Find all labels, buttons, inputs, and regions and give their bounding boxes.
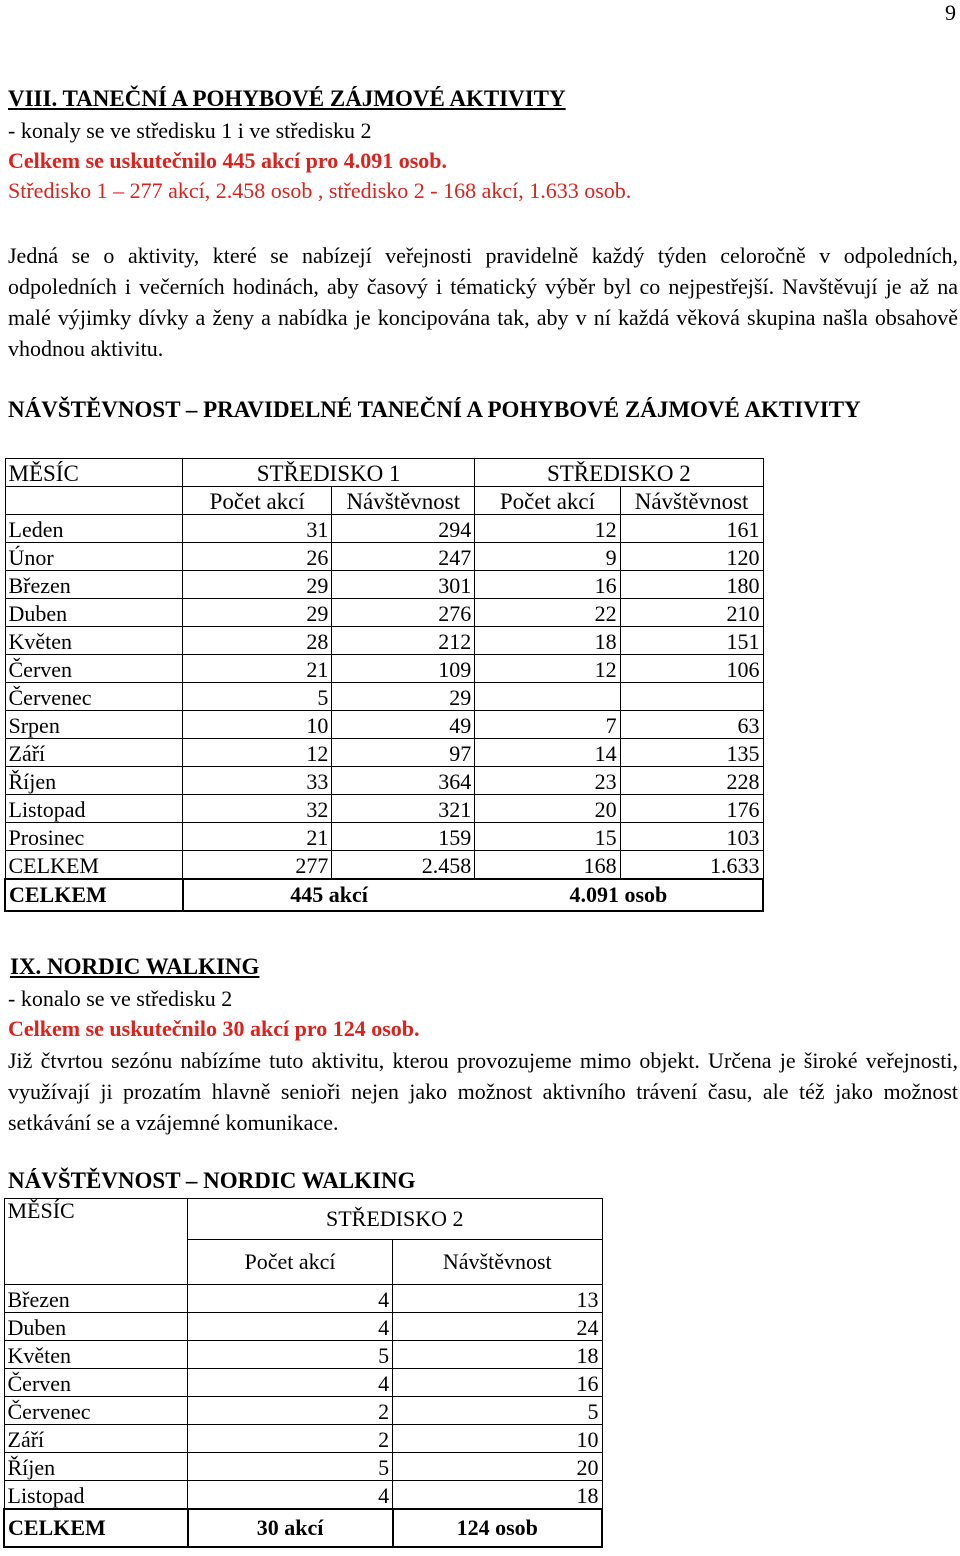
col-s1-events-header: Počet akcí — [183, 487, 332, 515]
table-row — [4, 1453, 602, 1481]
table-row — [4, 1313, 602, 1341]
s1-events-cell: 33 — [183, 767, 332, 795]
s1-events-cell: 10 — [183, 711, 332, 739]
table-row — [5, 683, 763, 711]
total-events: 30 akcí — [188, 1509, 393, 1547]
events-cell: 4 — [188, 1285, 393, 1313]
col-visits-header: Návštěvnost — [393, 1240, 602, 1285]
s1-visits-cell: 294 — [332, 515, 475, 543]
month-cell: Prosinec — [5, 823, 183, 851]
month-cell: Červenec — [5, 683, 183, 711]
s1-visits-cell: 364 — [332, 767, 475, 795]
s2-events-cell: 9 — [475, 543, 620, 571]
visits-cell: 16 — [393, 1369, 602, 1397]
table-row — [5, 767, 763, 795]
section-9-location-line: - konalo se ve středisku 2 — [8, 986, 233, 1011]
s1-events-cell: 21 — [183, 655, 332, 683]
s2-visits-cell: 135 — [620, 739, 763, 767]
page-number: 9 — [945, 0, 956, 25]
s1-visits-cell: 97 — [332, 739, 475, 767]
visits-cell: 18 — [393, 1481, 602, 1510]
section-8-split-line: Středisko 1 – 277 akcí, 2.458 osob , středisko 2 - 168 akcí, 1.633 osob. — [8, 178, 632, 203]
s2-visits-cell: 228 — [620, 767, 763, 795]
s2-visits-cell: 180 — [620, 571, 763, 599]
s2-visits-cell: 161 — [620, 515, 763, 543]
table-row — [4, 1341, 602, 1369]
table-row — [5, 851, 763, 880]
visits-cell: 5 — [393, 1397, 602, 1425]
col-events-header: Počet akcí — [188, 1240, 393, 1285]
table-row — [5, 627, 763, 655]
s2-visits-cell: 1.633 — [620, 851, 763, 880]
s1-visits-cell: 109 — [332, 655, 475, 683]
table-row — [4, 1481, 602, 1510]
month-cell: Květen — [5, 627, 183, 655]
table-row — [5, 571, 763, 599]
month-cell: Březen — [4, 1285, 188, 1313]
events-cell: 5 — [188, 1341, 393, 1369]
s2-visits-cell: 103 — [620, 823, 763, 851]
attendance-table-nordic-walking — [3, 1198, 603, 1548]
s1-events-cell: 31 — [183, 515, 332, 543]
s1-visits-cell: 247 — [332, 543, 475, 571]
section-9-heading: IX. NORDIC WALKING — [10, 954, 260, 979]
table-row — [5, 599, 763, 627]
col-center-1-header: STŘEDISKO 1 — [183, 459, 475, 487]
month-cell: CELKEM — [5, 851, 183, 880]
col-center-2-header: STŘEDISKO 2 — [475, 459, 763, 487]
month-cell: Srpen — [5, 711, 183, 739]
table-row — [4, 1425, 602, 1453]
month-cell: Listopad — [4, 1481, 188, 1510]
total-visits: 124 osob — [393, 1509, 602, 1547]
s2-events-cell: 15 — [475, 823, 620, 851]
col-s2-events-header: Počet akcí — [475, 487, 620, 515]
month-cell: Červen — [4, 1369, 188, 1397]
col-s2-visits-header: Návštěvnost — [620, 487, 763, 515]
section-9-paragraph: Již čtvrtou sezónu nabízíme tuto aktivitu, kterou provozujeme mimo objekt. Určena je široké veřejnosti, využívají ji prozatím hlavně senioři nejen jako možnost aktivního trávení času, ale též jako možnost setkávání se a vzájemné komunikace. — [8, 1048, 958, 1135]
table-header-row — [4, 1199, 602, 1240]
s1-events-cell: 29 — [183, 571, 332, 599]
s1-visits-cell: 321 — [332, 795, 475, 823]
grand-total-label: CELKEM — [5, 879, 183, 911]
s1-events-cell: 32 — [183, 795, 332, 823]
col-center-2-header: STŘEDISKO 2 — [188, 1199, 603, 1240]
s2-visits-cell: 63 — [620, 711, 763, 739]
section-8-total-line: Celkem se uskutečnilo 445 akcí pro 4.091 osob. — [8, 148, 448, 173]
section-8-paragraph: Jedná se o aktivity, které se nabízejí veřejnosti pravidelně každý týden celoročně v odpoledních, odpoledních i večerních hodinách, aby časový i tématický výběr byl co nejpestřejší. Navštěvují je až na malé výjimky dívky a ženy a nabídka je koncipována tak, aby v ní každá věková skupina našla obsahově vhodnou aktivitu. — [8, 243, 958, 361]
month-cell: Říjen — [5, 767, 183, 795]
s2-visits-cell: 151 — [620, 627, 763, 655]
s1-events-cell: 28 — [183, 627, 332, 655]
table-row — [4, 1397, 602, 1425]
s1-events-cell: 21 — [183, 823, 332, 851]
section-8-heading: VIII. TANEČNÍ A POHYBOVÉ ZÁJMOVÉ AKTIVITY — [8, 86, 566, 111]
total-label: CELKEM — [4, 1509, 188, 1547]
s2-events-cell: 16 — [475, 571, 620, 599]
s2-events-cell — [475, 683, 620, 711]
events-cell: 4 — [188, 1369, 393, 1397]
table-row — [5, 795, 763, 823]
events-cell: 2 — [188, 1425, 393, 1453]
s1-visits-cell: 2.458 — [332, 851, 475, 880]
month-cell: Říjen — [4, 1453, 188, 1481]
visits-cell: 20 — [393, 1453, 602, 1481]
grand-total-people: 4.091 osob — [475, 879, 763, 911]
s1-events-cell: 5 — [183, 683, 332, 711]
month-cell: Únor — [5, 543, 183, 571]
visits-cell: 10 — [393, 1425, 602, 1453]
table-row — [4, 1369, 602, 1397]
table-subheader-row — [5, 487, 763, 515]
s1-visits-cell: 49 — [332, 711, 475, 739]
s2-visits-cell — [620, 683, 763, 711]
s2-visits-cell: 210 — [620, 599, 763, 627]
table-row — [4, 1285, 602, 1313]
table-header-row — [5, 459, 763, 487]
month-cell: Červen — [5, 655, 183, 683]
s2-visits-cell: 106 — [620, 655, 763, 683]
s2-visits-cell: 176 — [620, 795, 763, 823]
grand-total-events: 445 akcí — [183, 879, 475, 911]
month-cell: Září — [4, 1425, 188, 1453]
visits-cell: 13 — [393, 1285, 602, 1313]
table-1-title: NÁVŠTĚVNOST – PRAVIDELNÉ TANEČNÍ A POHYBOVÉ ZÁJMOVÉ AKTIVITY — [8, 397, 861, 422]
month-cell: Květen — [4, 1341, 188, 1369]
s2-events-cell: 12 — [475, 515, 620, 543]
table-row — [5, 543, 763, 571]
s2-events-cell: 14 — [475, 739, 620, 767]
s1-events-cell: 277 — [183, 851, 332, 880]
s2-events-cell: 20 — [475, 795, 620, 823]
table-row — [5, 655, 763, 683]
s1-visits-cell: 212 — [332, 627, 475, 655]
s2-events-cell: 12 — [475, 655, 620, 683]
month-cell: Září — [5, 739, 183, 767]
s1-events-cell: 12 — [183, 739, 332, 767]
month-cell: Leden — [5, 515, 183, 543]
col-month-header: MĚSÍC — [4, 1199, 188, 1285]
col-month-subheader — [5, 487, 183, 515]
events-cell: 5 — [188, 1453, 393, 1481]
attendance-table-dance — [4, 458, 764, 912]
s1-visits-cell: 29 — [332, 683, 475, 711]
visits-cell: 18 — [393, 1341, 602, 1369]
section-8-location-line: - konaly se ve středisku 1 i ve středisku 2 — [8, 118, 372, 143]
table-row — [5, 515, 763, 543]
month-cell: Duben — [5, 599, 183, 627]
month-cell: Březen — [5, 571, 183, 599]
s1-visits-cell: 159 — [332, 823, 475, 851]
total-row — [4, 1509, 602, 1547]
month-cell: Červenec — [4, 1397, 188, 1425]
s1-visits-cell: 276 — [332, 599, 475, 627]
month-cell: Duben — [4, 1313, 188, 1341]
events-cell: 4 — [188, 1313, 393, 1341]
visits-cell: 24 — [393, 1313, 602, 1341]
events-cell: 4 — [188, 1481, 393, 1510]
grand-total-row — [5, 879, 763, 911]
s2-events-cell: 7 — [475, 711, 620, 739]
events-cell: 2 — [188, 1397, 393, 1425]
s1-visits-cell: 301 — [332, 571, 475, 599]
s2-events-cell: 18 — [475, 627, 620, 655]
s1-events-cell: 26 — [183, 543, 332, 571]
s2-visits-cell: 120 — [620, 543, 763, 571]
table-row — [5, 823, 763, 851]
s1-events-cell: 29 — [183, 599, 332, 627]
table-row — [5, 711, 763, 739]
section-9-total-line: Celkem se uskutečnilo 30 akcí pro 124 osob. — [8, 1016, 420, 1041]
table-2-title: NÁVŠTĚVNOST – NORDIC WALKING — [8, 1168, 416, 1193]
month-cell: Listopad — [5, 795, 183, 823]
s2-events-cell: 23 — [475, 767, 620, 795]
col-month-header: MĚSÍC — [5, 459, 183, 487]
table-row — [5, 739, 763, 767]
s2-events-cell: 22 — [475, 599, 620, 627]
s2-events-cell: 168 — [475, 851, 620, 880]
col-s1-visits-header: Návštěvnost — [332, 487, 475, 515]
